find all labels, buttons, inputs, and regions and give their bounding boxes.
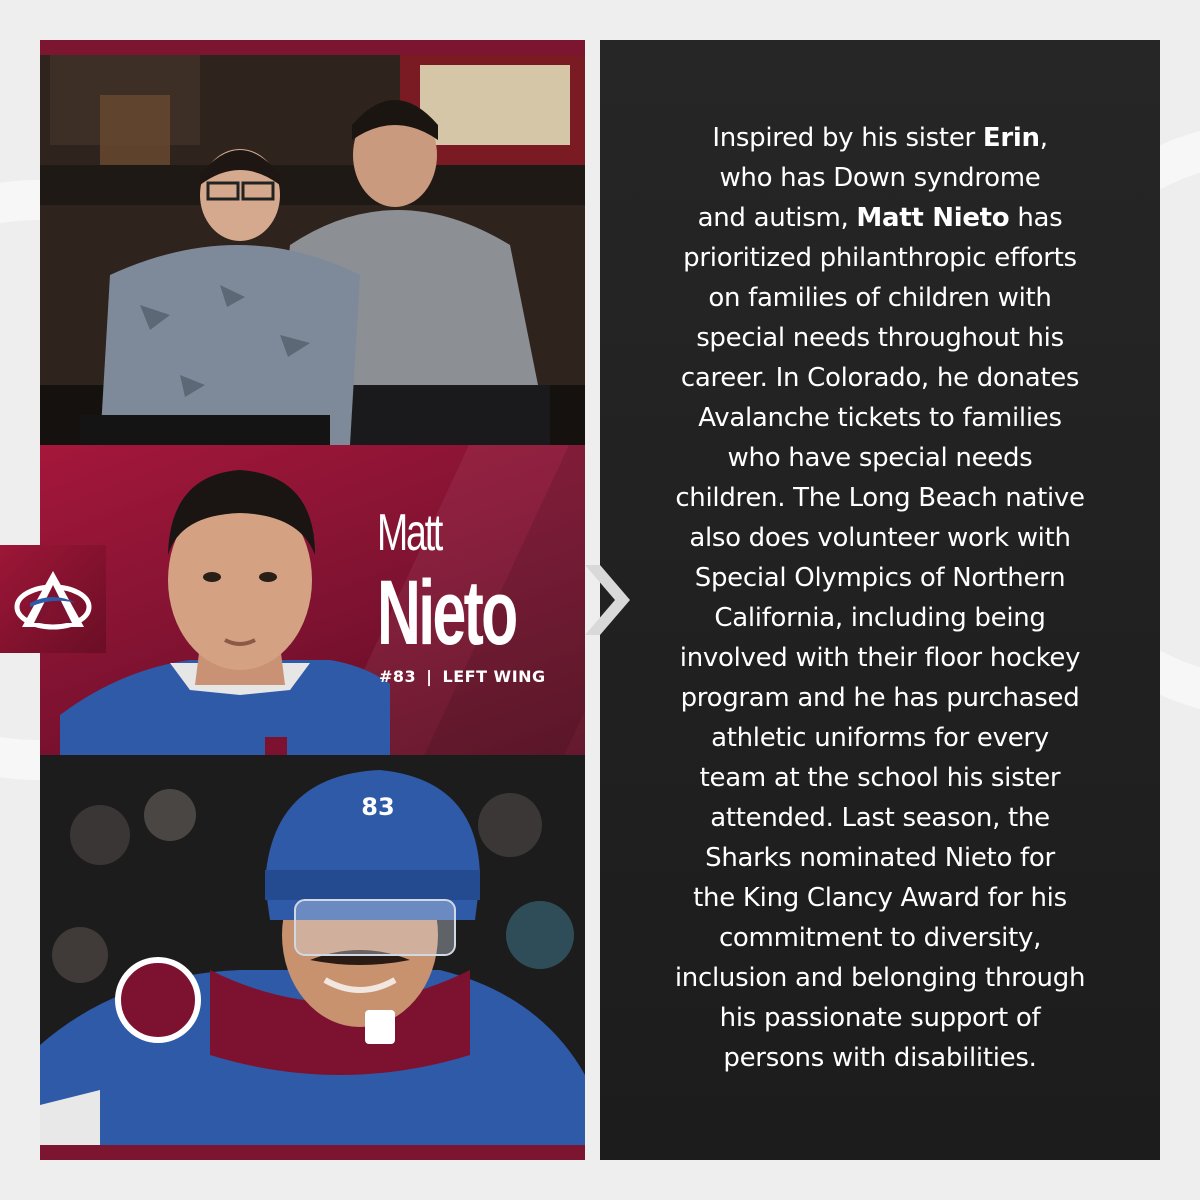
story-line <box>600 798 1160 838</box>
player-number-position <box>379 667 546 686</box>
story-line <box>600 718 1160 758</box>
story-segment: , <box>1039 123 1048 153</box>
story-segment: team at the school his sister <box>699 763 1061 793</box>
story-line <box>600 158 1160 198</box>
story-line <box>600 1038 1160 1078</box>
story-line <box>600 438 1160 478</box>
story-segment: also does volunteer work with <box>689 523 1071 553</box>
story-line <box>600 758 1160 798</box>
helmet-number: 83 <box>361 793 395 821</box>
story-segment: program and he has purchased <box>680 683 1080 713</box>
story-segment: on families of children with <box>708 283 1052 313</box>
story-segment: and autism, <box>697 203 857 233</box>
story-text <box>600 118 1160 1078</box>
story-segment: children. The Long Beach native <box>675 483 1085 513</box>
story-segment: Special Olympics of Northern <box>694 563 1066 593</box>
team-logo-tab <box>0 545 106 653</box>
story-line <box>600 598 1160 638</box>
story-segment: has <box>1009 203 1063 233</box>
story-line <box>600 838 1160 878</box>
story-segment: career. In Colorado, he donates <box>680 363 1080 393</box>
story-segment: inclusion and belonging through <box>674 963 1086 993</box>
story-line <box>600 678 1160 718</box>
story-segment: special needs throughout his <box>696 323 1064 353</box>
story-segment: who has Down syndrome <box>719 163 1041 193</box>
story-segment: athletic uniforms for every <box>711 723 1049 753</box>
story-segment: who have special needs <box>727 443 1033 473</box>
story-segment: prioritized philanthropic efforts <box>683 243 1077 273</box>
player-last-name: Nieto <box>377 562 516 664</box>
player-number: #83 <box>379 667 417 686</box>
story-line <box>600 118 1160 158</box>
story-emphasis: Matt Nieto <box>856 203 1010 233</box>
story-segment: Inspired by his sister <box>712 123 983 153</box>
story-segment: persons with disabilities. <box>723 1043 1037 1073</box>
story-segment: California, including being <box>714 603 1046 633</box>
player-headshot <box>60 445 390 755</box>
player-position: LEFT WING <box>442 667 546 686</box>
story-segment: commitment to diversity, <box>718 923 1042 953</box>
story-line <box>600 918 1160 958</box>
story-line <box>600 278 1160 318</box>
story-line <box>600 358 1160 398</box>
story-emphasis: Erin <box>982 123 1040 153</box>
story-line <box>600 318 1160 358</box>
story-line <box>600 998 1160 1038</box>
top-accent-bar <box>40 40 585 55</box>
story-segment: the King Clancy Award for his <box>693 883 1067 913</box>
story-segment: Avalanche tickets to families <box>698 403 1062 433</box>
player-card <box>40 445 585 755</box>
separator: | <box>426 667 433 686</box>
story-line <box>600 238 1160 278</box>
story-line <box>600 518 1160 558</box>
story-line <box>600 878 1160 918</box>
story-line <box>600 478 1160 518</box>
story-line <box>600 398 1160 438</box>
story-segment: his passionate support of <box>719 1003 1041 1033</box>
player-first-name: Matt <box>377 504 442 562</box>
left-column <box>40 40 585 1160</box>
story-segment: involved with their floor hockey <box>679 643 1081 673</box>
avalanche-a-logo-icon <box>12 567 94 631</box>
story-line <box>600 638 1160 678</box>
story-segment: Sharks nominated Nieto for <box>705 843 1055 873</box>
bottom-accent-bar <box>40 1145 585 1160</box>
family-photo <box>40 55 585 445</box>
story-line <box>600 198 1160 238</box>
story-line <box>600 558 1160 598</box>
story-segment: attended. Last season, the <box>710 803 1050 833</box>
story-line <box>600 958 1160 998</box>
game-action-photo <box>40 755 585 1145</box>
